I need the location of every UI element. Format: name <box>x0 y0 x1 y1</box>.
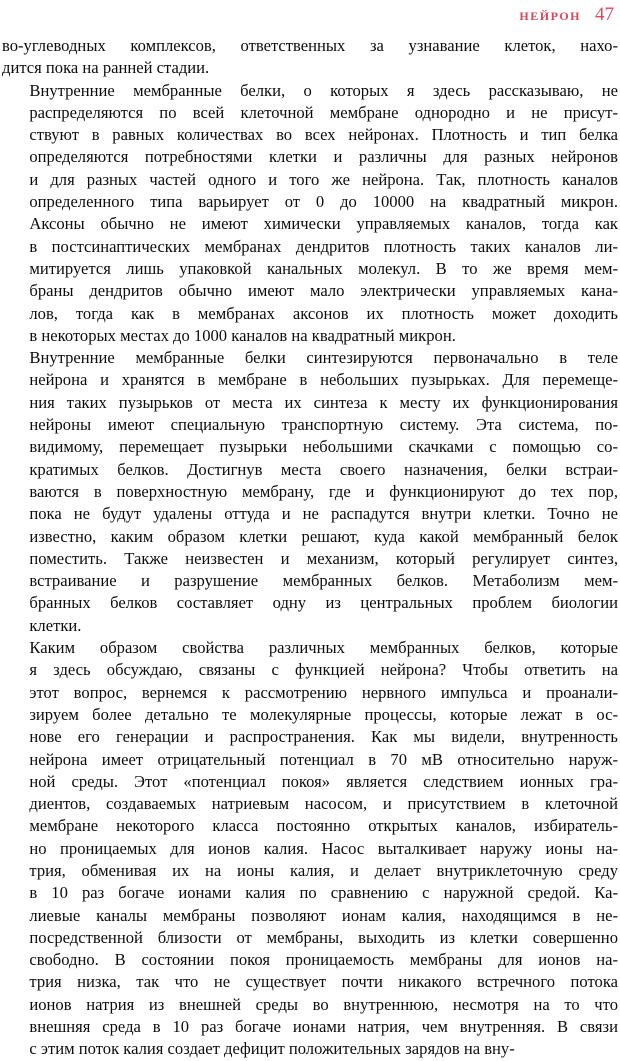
text-line: ваются в поверхностную мембрану, где и функционируют до тех пор, <box>29 481 618 501</box>
text-line: внешняя среда в 10 раз богаче ионами натрия, чем внутренняя. В связи <box>29 1017 618 1037</box>
text-line: известно, каким образом клетки решают, куда какой мембранный белок <box>29 526 618 546</box>
text-line: определяются потребностями клетки и различны для разных нейронов <box>29 147 618 167</box>
text-line: я здесь обсуждаю, связаны с функцией нейрона? Чтобы ответить на <box>29 660 618 680</box>
text-line: определенного типа варьирует от 0 до 10000 на квадратный микрон. <box>29 192 618 212</box>
text-line: в постсинаптических мембранах дендритов плотность таких каналов ли- <box>29 236 618 256</box>
text-line: пока не будут удалены оттуда и не распадутся внутри клетки. Точно не <box>29 504 618 524</box>
text-line: кратимых белков. Достигнув места своего назначения, белки встраи- <box>29 459 618 479</box>
text-line: ионов натрия из внешней среды во внутреннюю, несмотря на то что <box>29 994 618 1014</box>
text-line: Внутренние мембранные белки синтезируются первоначально в теле <box>29 348 618 368</box>
paragraph <box>2 35 618 80</box>
text-line: Аксоны обычно не имеют химически управляемых каналов, тогда как <box>29 214 618 234</box>
text-line: Внутренние мембранные белки, о которых я здесь рассказываю, не <box>29 80 618 100</box>
paragraph <box>2 80 618 348</box>
text-line: лов, тогда как в мембранах аксонов их плотность может доходить <box>29 303 618 323</box>
text-line: но проницаемых для ионов калия. Насос выталкивает наружу ионы на- <box>29 838 618 858</box>
text-line: лиевые каналы мембраны позволяют ионам калия, находящимся в не- <box>29 905 618 925</box>
text-line: мембране некоторого класса постоянно открытых каналов, избиратель- <box>29 816 618 836</box>
text-line: ствуют в равных количествах во всех нейронах. Плотность и тип белка <box>29 125 618 145</box>
text-line: поместить. Также неизвестен и механизм, который регулирует синтез, <box>29 548 618 568</box>
text-line: ной среды. Этот «потенциал покоя» является следствием ионных гра- <box>29 771 618 791</box>
text-line: дится пока на ранней стадии. <box>2 58 210 78</box>
text-line: посредственной близости от мембраны, выходить из клетки совершенно <box>29 927 618 947</box>
text-line: зируем более детально те молекулярные процессы, которые лежат в ос- <box>29 704 618 724</box>
paragraph <box>2 347 618 637</box>
text-line: нейрона и хранятся в мембране в небольших пузырьках. Для перемеще- <box>29 370 618 390</box>
body-text <box>2 35 618 1061</box>
page-header <box>519 4 614 26</box>
page-number: 47 <box>595 4 614 25</box>
text-line: Каким образом свойства различных мембранных белков, которые <box>29 638 618 658</box>
text-line: трия, обменивая их на ионы калия, и делает внутриклеточную среду <box>29 860 618 880</box>
paragraph <box>2 637 618 1061</box>
text-line: видимому, перемещает пузырьки небольшими скачками с помощью со- <box>29 437 618 457</box>
text-line: во-углеводных комплексов, ответственных за узнавание клеток, нахо- <box>2 36 618 55</box>
text-line: браны дендритов обычно имеют мало электрически управляемых кана- <box>29 281 618 301</box>
text-line: этот вопрос, вернемся к рассмотрению нервного импульса и проанали- <box>29 682 618 702</box>
text-line: свободно. В состоянии покоя проницаемость мембраны для ионов на- <box>29 950 618 970</box>
text-line: нейроны имеют специальную транспортную систему. Эта система, по- <box>29 415 618 435</box>
text-line: клетки. <box>29 615 82 635</box>
text-line: с этим поток калия создает дефицит положительных зарядов на вну- <box>29 1039 515 1059</box>
text-line: ния таких пузырьков от места их синтеза к месту их функционирования <box>29 392 618 412</box>
text-line: нове его генерации и распространения. Как мы видели, внутренность <box>29 727 618 747</box>
text-line: распределяются по всей клеточной мембране однородно и не присут- <box>29 102 618 122</box>
text-line: нейрона имеет отрицательный потенциал в 70 мВ относительно наруж- <box>29 749 618 769</box>
text-line: диентов, создаваемых натриевым насосом, и присутствием в клеточной <box>29 794 618 814</box>
text-line: в некоторых местах до 1000 каналов на квадратный микрон. <box>29 325 456 345</box>
text-line: встраивание и разрушение мембранных белков. Метаболизм мем- <box>29 571 618 591</box>
text-line: бранных белков составляет одну из центральных проблем биологии <box>29 593 618 613</box>
text-line: в 10 раз богаче ионами калия по сравнению с наружной средой. Ка- <box>29 883 618 903</box>
running-head: НЕЙРОН <box>519 9 581 23</box>
text-line: митируется лишь упаковкой канальных молекул. В то же время мем- <box>29 258 618 278</box>
text-line: трия низка, так что не существует почти никакого встречного потока <box>29 972 618 992</box>
text-line: и для разных частей одного и того же нейрона. Так, плотность каналов <box>29 169 618 189</box>
